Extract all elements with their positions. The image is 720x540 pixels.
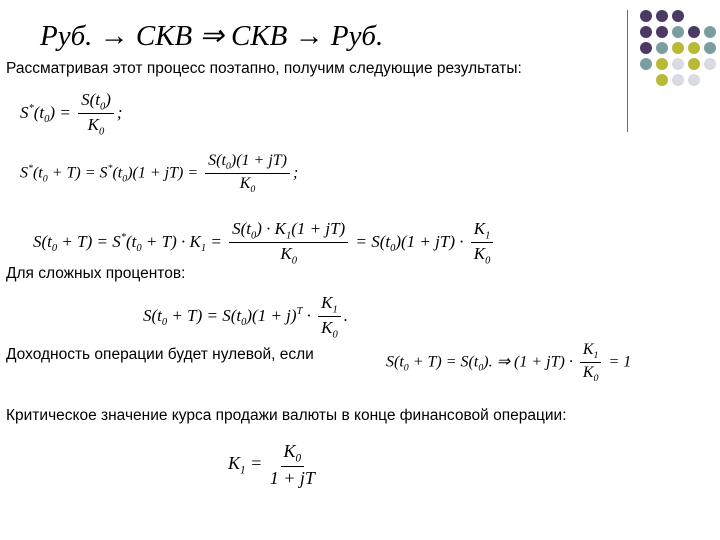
critical-value-label: Критическое значение курса продажи валюты в конце финансовой операции: (6, 407, 567, 424)
decorative-dot (672, 58, 684, 70)
formula-1: $S^*(t_0)$ = $\frac{S(t_0)}{K_0}$ ; (20, 90, 123, 138)
decorative-dot (656, 42, 668, 54)
formula-5: $S(t_0 + T) = S(t_0)$. ⇒ (1 + jT) · $\frac{K_1}{K_0}$ = 1 (386, 341, 632, 385)
decorative-dot (640, 26, 652, 38)
decorative-dot (672, 26, 684, 38)
title-formula: Руб. → СКВ ⇒ СКВ → Руб. (40, 20, 384, 52)
decorative-dot (640, 42, 652, 54)
decorative-dot (656, 58, 668, 70)
decorative-dot (656, 10, 668, 22)
decorative-dot (704, 42, 716, 54)
decorative-dot (672, 74, 684, 86)
formula-6: $K_1$ = $\frac{K_0}{1 + jT}$ (228, 441, 315, 488)
zero-yield-label: Доходность операции будет нулевой, если (6, 346, 314, 363)
decorative-dot (688, 58, 700, 70)
intro-text: Рассматривая этот процесс поэтапно, получим следующие результаты: (6, 60, 522, 77)
decorative-dot (656, 26, 668, 38)
decorative-dot (640, 10, 652, 22)
vertical-divider (627, 10, 628, 132)
decorative-dot (656, 74, 668, 86)
decorative-dot (688, 26, 700, 38)
formula-4: $S(t_0 + T) = S(t_0)(1 + j)^T$ · $\frac{K_1}{K_0}$ . (143, 293, 349, 341)
decorative-dot (704, 58, 716, 70)
decorative-dot (640, 58, 652, 70)
decorative-dot (672, 10, 684, 22)
formula-3: $S(t_0 + T) = S^*(t_0 + T) \cdot K_1$ = $\frac{S(t_0) \cdot K_1(1 + jT)}{K_0}$ = $S(t_0)(1 + jT)$ · $\frac{K_1}{K_0}$ (33, 219, 496, 267)
compound-interest-label: Для сложных процентов: (6, 265, 186, 282)
formula-2: $S^*(t_0 + T) = S^*(t_0)(1 + jT)$ = $\frac{S(t_0)(1 + jT)}{K_0}$ ; (20, 152, 299, 196)
decorative-dot (688, 42, 700, 54)
decorative-dot (704, 26, 716, 38)
decorative-dot (672, 42, 684, 54)
decorative-dot (688, 74, 700, 86)
